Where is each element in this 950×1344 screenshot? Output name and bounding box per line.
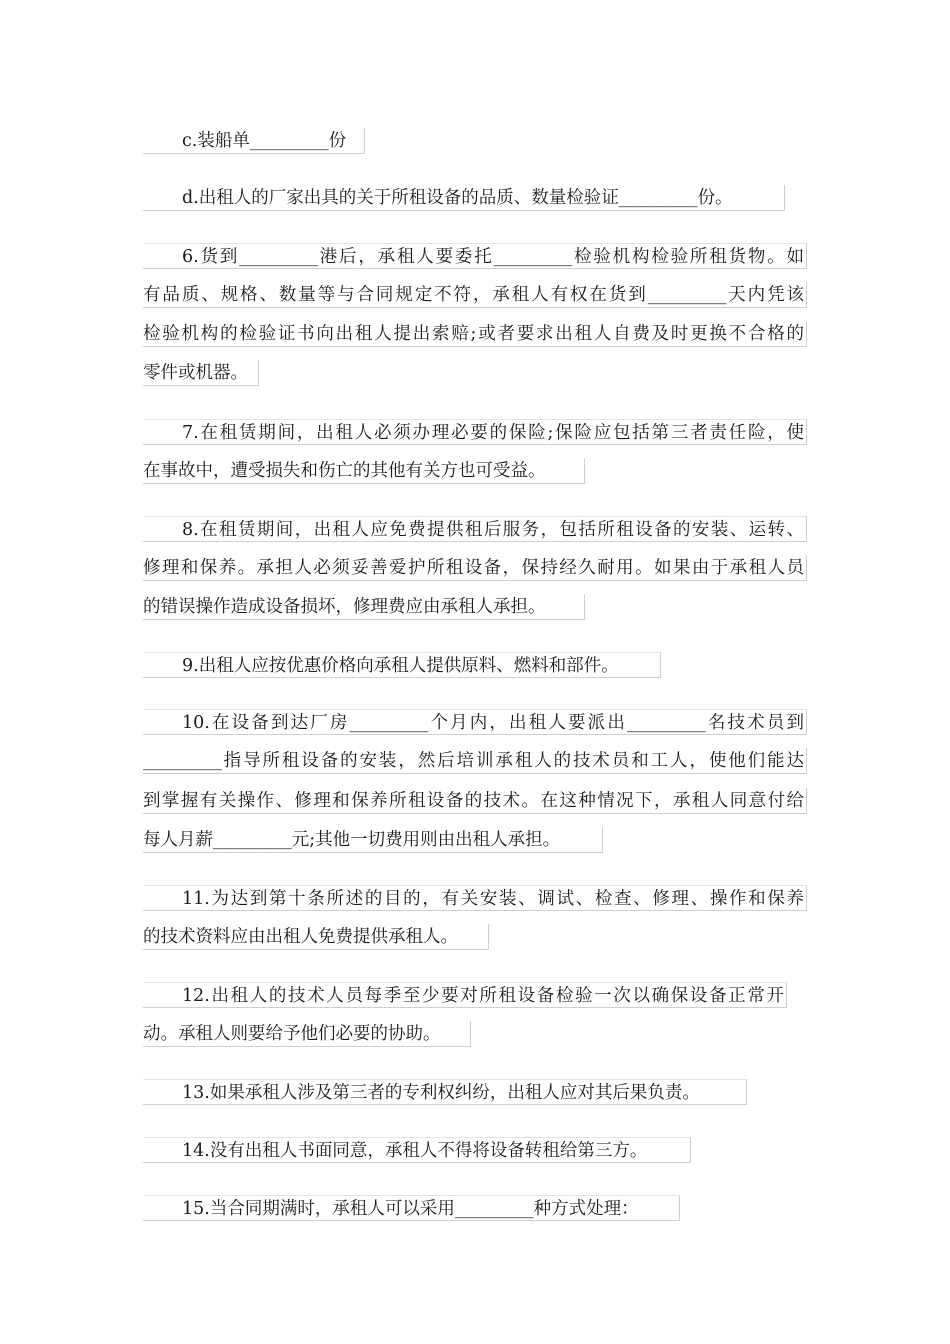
clause-d-line-1: d.出租人的厂家出具的关于所租设备的品质、数量检验证_________份。 [143, 185, 785, 211]
clause-c-line-1: c.装船单_________份 [143, 128, 365, 154]
clause-11-line-1: 11.为达到第十条所述的目的，有关安装、调试、检查、修理、操作和保养 [143, 885, 807, 911]
clause-15-line-1: 15.当合同期满时，承租人可以采用_________种方式处理： [143, 1195, 680, 1221]
clause-6-line-4: 零件或机器。 [143, 360, 259, 386]
clause-13-line-1: 13.如果承租人涉及第三者的专利权纠纷，出租人应对其后果负责。 [143, 1079, 747, 1105]
clause-8-line-1: 8.在租赁期间，出租人应免费提供租后服务，包括所租设备的安装、运转、 [143, 516, 807, 542]
clause-6-line-2: 有品质、规格、数量等与合同规定不符，承租人有权在货到_________天内凭该 [143, 282, 807, 308]
clause-11-line-2: 的技术资料应由出租人免费提供承租人。 [143, 924, 489, 950]
clause-9-line-1: 9.出租人应按优惠价格向承租人提供原料、燃料和部件。 [143, 652, 661, 678]
clause-10-line-2: _________指导所租设备的安装，然后培训承租人的技术员和工人，使他们能达 [143, 748, 807, 774]
clause-10-line-1: 10.在设备到达厂房_________个月内，出租人要派出_________名技术员到 [143, 709, 807, 735]
clause-8-line-2: 修理和保养。承担人必须妥善爱护所租设备，保持经久耐用。如果由于承租人员 [143, 555, 807, 581]
clause-7-line-2: 在事故中，遭受损失和伤亡的其他有关方也可受益。 [143, 458, 585, 484]
clause-12-line-2: 动。承租人则要给予他们必要的协助。 [143, 1021, 471, 1047]
clause-10-line-4: 每人月薪_________元;其他一切费用则由出租人承担。 [143, 827, 603, 853]
clause-7-line-1: 7.在租赁期间，出租人必须办理必要的保险;保险应包括第三者责任险，使 [143, 419, 807, 445]
clause-8-line-3: 的错误操作造成设备损坏，修理费应由承租人承担。 [143, 594, 585, 620]
clause-6-line-1: 6.货到_________港后，承租人要委托_________检验机构检验所租货物。如 [143, 243, 807, 269]
clause-6-line-3: 检验机构的检验证书向出租人提出索赔;或者要求出租人自费及时更换不合格的 [143, 321, 807, 347]
clause-14-line-1: 14.没有出租人书面同意，承租人不得将设备转租给第三方。 [143, 1137, 691, 1163]
clause-12-line-1: 12.出租人的技术人员每季至少要对所租设备检验一次以确保设备正常开 [143, 982, 787, 1008]
clause-10-line-3: 到掌握有关操作、修理和保养所租设备的技术。在这种情况下，承租人同意付给 [143, 788, 807, 814]
